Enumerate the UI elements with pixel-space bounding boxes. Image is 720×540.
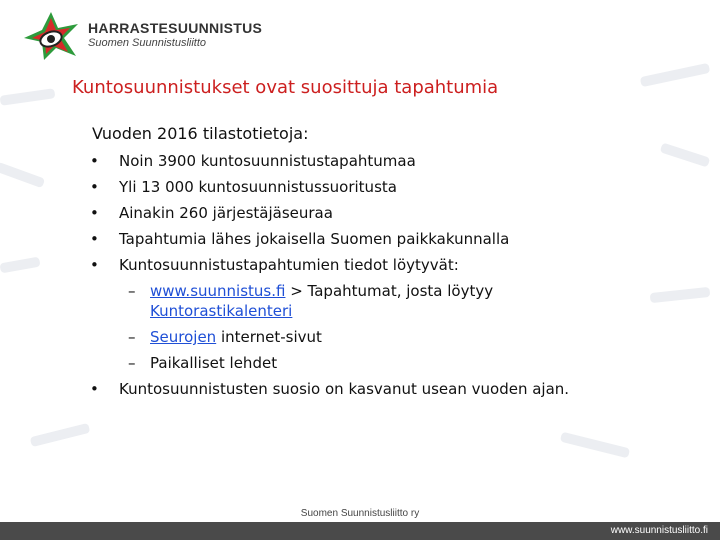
footer-organization: Suomen Suunnistusliitto ry: [300, 508, 420, 519]
background-dash: [0, 88, 55, 106]
background-dash: [0, 162, 45, 188]
bullet-marker: •: [90, 230, 99, 248]
brand-subtitle: Suomen Suunnistusliitto: [88, 37, 207, 49]
sub-item: [150, 324, 322, 350]
sub-item-continued: [150, 298, 292, 324]
bullet-marker: •: [90, 178, 99, 196]
brand: [88, 20, 262, 50]
background-dash: [640, 63, 711, 87]
kuntorastikalenteri-link[interactable]: Kuntorastikalenteri: [150, 302, 293, 320]
bottom-bar: [0, 522, 720, 540]
sub-item: Paikalliset lehdet: [150, 354, 278, 372]
sub-item-marker: –: [128, 354, 136, 372]
bullet-item: Noin 3900 kuntosuunnistustapahtumaa: [119, 152, 416, 170]
suunnistus-link[interactable]: www.suunnistus.fi: [150, 282, 286, 300]
background-dash: [30, 423, 91, 447]
bullet-item: Kuntosuunnistusten suosio on kasvanut usean vuoden ajan.: [119, 380, 570, 398]
slide-title: Kuntosuunnistukset ovat suosittuja tapahtumia: [72, 77, 499, 98]
seurojen-link[interactable]: Seurojen: [150, 328, 217, 346]
bullet-marker: •: [90, 204, 99, 222]
slide-intro: Vuoden 2016 tilastotietoja:: [92, 124, 309, 143]
brand-name: HARRASTESUUNNISTUS: [88, 20, 263, 36]
bullet-item: Yli 13 000 kuntosuunnistussuoritusta: [119, 178, 397, 196]
background-dash: [560, 432, 630, 459]
bullet-marker: •: [90, 152, 99, 170]
sub-item-marker: –: [128, 328, 136, 346]
bullet-item: Ainakin 260 järjestäjäseuraa: [119, 204, 333, 222]
orienteering-star-logo-icon: [20, 10, 82, 62]
sub-item-text: internet-sivut: [216, 328, 322, 346]
bullet-item: Kuntosuunnistustapahtumien tiedot löytyvät:: [119, 256, 459, 274]
bullet-marker: •: [90, 256, 99, 274]
background-dash: [660, 143, 711, 168]
sub-item-marker: –: [128, 282, 136, 300]
background-dash: [650, 287, 711, 303]
sub-item-text: > Tapahtumat, josta löytyy: [285, 282, 494, 300]
bullet-marker: •: [90, 380, 99, 398]
bullet-item: Tapahtumia lähes jokaisella Suomen paikkakunnalla: [119, 230, 510, 248]
background-dash: [0, 257, 41, 274]
footer-url: www.suunnistusliitto.fi: [610, 525, 708, 536]
